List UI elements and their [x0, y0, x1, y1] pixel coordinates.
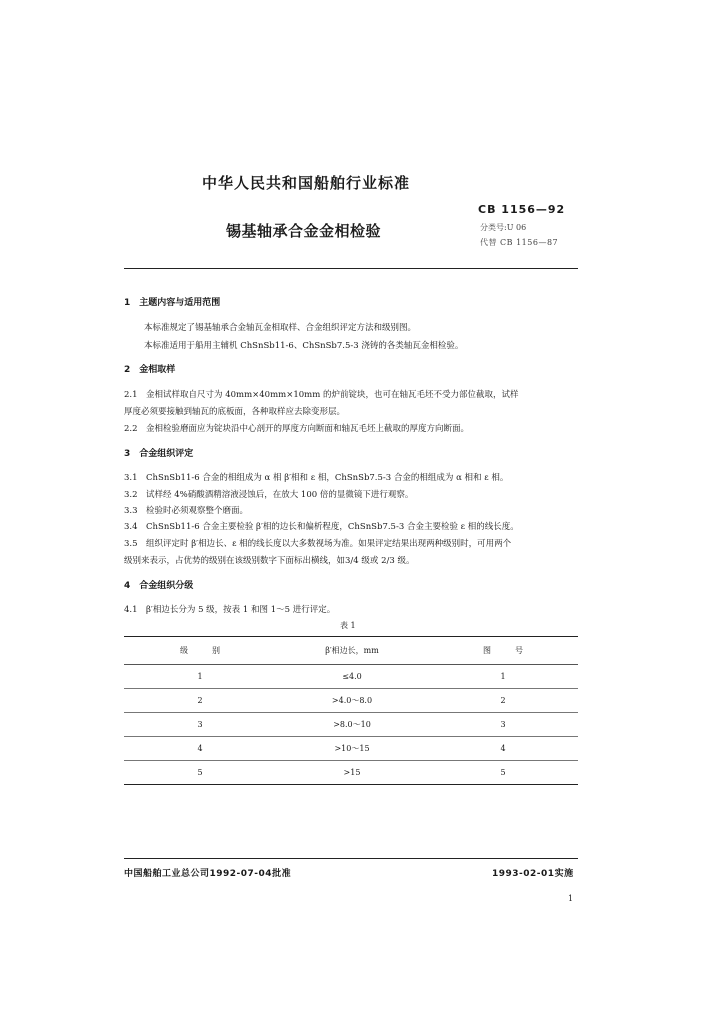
clause-3-1: 3.1 ChSnSb11-6 合金的相组成为 α 相 β′相和 ε 相，ChSnSb7.5-3 合金的相组成为 α 相和 ε 相。 [124, 473, 509, 483]
cell-edge-length: ≤4.0 [276, 665, 428, 689]
standard-code: CB 1156—92 [478, 203, 566, 216]
page-number: 1 [568, 894, 574, 903]
section-4-heading: 4 合金组织分级 [124, 581, 194, 591]
section-3-heading: 3 合金组织评定 [124, 449, 194, 459]
cell-figure-number: 5 [428, 761, 578, 785]
column-header-edge-length: β′相边长，mm [276, 637, 428, 665]
table-row [124, 737, 578, 761]
cell-grade: 1 [124, 665, 276, 689]
cell-figure-number: 3 [428, 713, 578, 737]
cell-grade: 3 [124, 713, 276, 737]
clause-3-5-line-1: 3.5 组织评定时 β′相边长、ε 相的线长度以大多数视场为准。如果评定结果出现两种级别时，可用两个 [124, 539, 512, 549]
header-divider [124, 268, 578, 269]
table-row [124, 665, 578, 689]
section-2-heading: 2 金相取样 [124, 365, 176, 375]
table-row [124, 713, 578, 737]
approval-date: 中国船舶工业总公司1992-07-04批准 [124, 869, 292, 879]
cell-edge-length: >15 [276, 761, 428, 785]
table-row [124, 689, 578, 713]
cell-figure-number: 1 [428, 665, 578, 689]
clause-2-1-line-2: 厚度必须要接触到轴瓦的底板面，各种取样应去除变形层。 [124, 407, 346, 417]
org-title: 中华人民共和国船舶行业标准 [201, 174, 410, 192]
replaces-standard: 代替 CB 1156—87 [480, 238, 559, 247]
section-1-para-1: 本标准规定了锡基轴承合金轴瓦金相取样、合金组织评定方法和级别图。 [144, 323, 417, 333]
cell-edge-length: >10～15 [276, 737, 428, 761]
clause-4-1: 4.1 β′相边长分为 5 级，按表 1 和图 1～5 进行评定。 [124, 605, 336, 615]
section-1-para-2: 本标准适用于船用主辅机 ChSnSb11-6、ChSnSb7.5-3 浇铸的各类轴瓦金相检验。 [144, 341, 464, 351]
cell-edge-length: >8.0～10 [276, 713, 428, 737]
effective-date: 1993-02-01实施 [492, 869, 574, 879]
column-header-grade: 级 别 [124, 637, 276, 665]
cell-figure-number: 2 [428, 689, 578, 713]
table-header-row [124, 637, 578, 665]
clause-3-2: 3.2 试样经 4%硝酸酒精溶液浸蚀后，在放大 100 倍的显微镜下进行观察。 [124, 490, 414, 500]
document-title: 锡基轴承合金金相检验 [226, 222, 382, 240]
column-header-figure-number: 图 号 [428, 637, 578, 665]
classification-number: 分类号:U 06 [480, 223, 527, 232]
clause-2-1-line-1: 2.1 金相试样取自尺寸为 40mm×40mm×10mm 的炉前锭块，也可在轴瓦毛坯不受力部位截取，试样 [124, 390, 519, 400]
section-1-heading: 1 主题内容与适用范围 [124, 298, 221, 308]
clause-3-3: 3.3 检验时必须观察整个磨面。 [124, 506, 249, 516]
clause-2-2: 2.2 金相检验磨面应为锭块沿中心剖开的厚度方向断面和轴瓦毛坯上截取的厚度方向断面。 [124, 424, 470, 434]
cell-figure-number: 4 [428, 737, 578, 761]
table-row [124, 761, 578, 785]
table-caption: 表 1 [340, 621, 356, 630]
cell-grade: 5 [124, 761, 276, 785]
grade-table [124, 636, 578, 785]
cell-grade: 4 [124, 737, 276, 761]
clause-3-4: 3.4 ChSnSb11-6 合金主要检验 β′相的边长和偏析程度，ChSnSb7.5-3 合金主要检验 ε 相的线长度。 [124, 522, 519, 532]
cell-grade: 2 [124, 689, 276, 713]
cell-edge-length: >4.0～8.0 [276, 689, 428, 713]
footer-divider [124, 858, 578, 859]
clause-3-5-line-2: 级别来表示，占优势的级别在该级别数字下面标出横线，如3/4 级或 2/3 级。 [124, 556, 415, 566]
